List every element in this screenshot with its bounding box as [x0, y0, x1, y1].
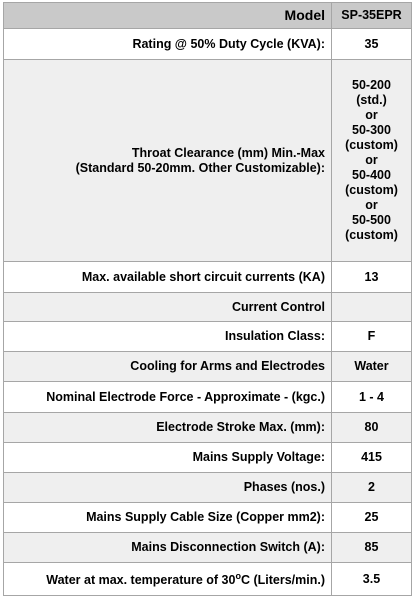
row-value-line: 50-200 [352, 78, 391, 92]
row-label [4, 60, 332, 262]
row-value-line: (std.) [356, 93, 387, 107]
row-value [332, 293, 412, 322]
row-value-line: or [365, 153, 378, 167]
degree-superscript: o [235, 571, 241, 582]
header-model-value: SP-35EPR [332, 3, 412, 29]
row-value-line: 50-500 [352, 213, 391, 227]
table-row [4, 503, 412, 533]
row-label-line: (Standard 50-20mm. Other Customizable): [75, 160, 325, 175]
table-row [4, 29, 412, 60]
table-row [4, 293, 412, 322]
water-temp-label-post: C (Liters/min.) [240, 573, 325, 588]
row-value: 415 [332, 443, 412, 473]
row-value: 2 [332, 473, 412, 503]
row-value: 3.5 [332, 563, 412, 596]
row-value: 1 - 4 [332, 382, 412, 413]
spec-table [3, 2, 412, 596]
table-row [4, 382, 412, 413]
row-value-line: (custom) [345, 138, 398, 152]
row-label: Cooling for Arms and Electrodes [4, 352, 332, 382]
table-row [4, 60, 412, 262]
row-label: Nominal Electrode Force - Approximate - (kgc.) [4, 382, 332, 413]
row-value: 85 [332, 533, 412, 563]
row-label: Max. available short circuit currents (KA) [4, 262, 332, 293]
row-label [4, 563, 332, 596]
row-value-line: 50-300 [352, 123, 391, 137]
table-row [4, 473, 412, 503]
row-label: Insulation Class: [4, 322, 332, 352]
row-value: 25 [332, 503, 412, 533]
row-value: 80 [332, 413, 412, 443]
header-model-label: Model [4, 3, 332, 29]
row-value-line: or [365, 198, 378, 212]
row-value-line: (custom) [345, 228, 398, 242]
table-row [4, 262, 412, 293]
row-value [332, 60, 412, 262]
row-value-line: 50-400 [352, 168, 391, 182]
row-value-line: or [365, 108, 378, 122]
table-row [4, 533, 412, 563]
row-label: Mains Disconnection Switch (A): [4, 533, 332, 563]
table-row [4, 322, 412, 352]
row-value: F [332, 322, 412, 352]
row-value: 13 [332, 262, 412, 293]
water-temp-label-pre: Water at max. temperature of 30 [46, 573, 236, 588]
row-value: Water [332, 352, 412, 382]
row-value: 35 [332, 29, 412, 60]
row-label: Current Control [4, 293, 332, 322]
table-header-row [4, 3, 412, 29]
table-row [4, 443, 412, 473]
row-label: Rating @ 50% Duty Cycle (KVA): [4, 29, 332, 60]
row-label: Mains Supply Cable Size (Copper mm2): [4, 503, 332, 533]
table-row [4, 563, 412, 596]
row-label: Phases (nos.) [4, 473, 332, 503]
row-label-line: Throat Clearance (mm) Min.-Max [131, 145, 325, 160]
table-row [4, 413, 412, 443]
row-label: Mains Supply Voltage: [4, 443, 332, 473]
row-value-line: (custom) [345, 183, 398, 197]
table-row [4, 352, 412, 382]
row-label: Electrode Stroke Max. (mm): [4, 413, 332, 443]
